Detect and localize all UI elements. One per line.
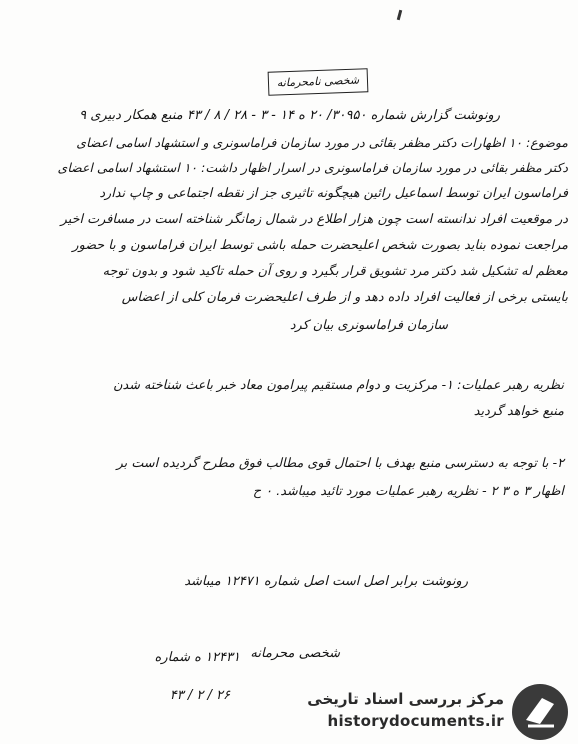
archive-logo-icon (512, 684, 568, 740)
assessment-line: منبع خواهد گردید (473, 404, 564, 419)
classification-stamp-text: شخصی نامحرمانه (276, 73, 360, 90)
subject-line: موضوع: ۱۰ اظهارات دکتر مظفر بقائی در مورد سازمان فراماسونری و استشهاد اسامی اعضای (76, 135, 568, 150)
certification-line: رونوشت برابر اصل است اصل شماره ۱۲۴۷۱ میباشد (184, 574, 468, 589)
assessment-line: ۲- با توجه به دسترسی منبع بهدف با احتمال قوی مطالب فوق مطرح گردیده است بر (116, 456, 564, 471)
body-line: معظم له تشکیل شد دکتر مرد تشویق قرار بگیرد و روی آن حمله تاکید شود و بدون توجه (102, 264, 568, 279)
classification-stamp (268, 68, 369, 95)
body-line: دکتر مظفر بقائی در مورد سازمان فراماسونری در اسرار اظهار داشت: ۱۰ استشهاد اسامی اعضای (57, 160, 568, 175)
body-line: فراماسون ایران توسط اسماعیل رائین هیچگونه تاثیری جز از نقطه اجتماعی و چاپ ندارد (99, 186, 568, 201)
body-line: سازمان فراماسونری بیان کرد (289, 318, 448, 333)
watermark (296, 680, 578, 744)
header-line: رونوشت گزارش شماره ۳۰۹۵۰/ ۲۰ ه ۱۴ - ۳ - ۲۸ / ۸ / ۴۳ منبع همکار دبیری ۹ (79, 108, 500, 123)
watermark-url: historydocuments.ir (327, 712, 504, 730)
watermark-persian: مرکز بررسی اسناد تاریخی (307, 690, 504, 708)
assessment-line: نظریه رهبر عملیات: ۱- مرکزیت و دوام مستقیم پیرامون معاد خبر باعث شناخته شدن (113, 378, 564, 393)
footer-number: ۱۲۴۳۱ ه شماره (154, 650, 240, 665)
footer-date: ۲۶ / ۲ / ۴۳ (169, 688, 230, 703)
corner-mark (397, 10, 402, 20)
body-line: در موقعیت افراد ندانسته است چون هزار اطلاع در شمال زمانگر شناخته است در مسافرت اخیر (60, 212, 568, 227)
body-line: مراجعت نموده بناید بصورت شخص اعلیحضرت حمله باشی توسط ایران فراماسون و با حضور (72, 238, 568, 253)
assessment-line: اظهار ۳ ه ۳ ۲ - نظریه رهبر عملیات مورد تائید میباشد. ۰ ح (252, 484, 564, 499)
footer-classification: شخصی محرمانه (250, 646, 340, 661)
body-line: بایستی برخی از فعالیت افراد داده دهد و از طرف اعلیحضرت فرمان کلی از اعضاس (121, 290, 568, 305)
